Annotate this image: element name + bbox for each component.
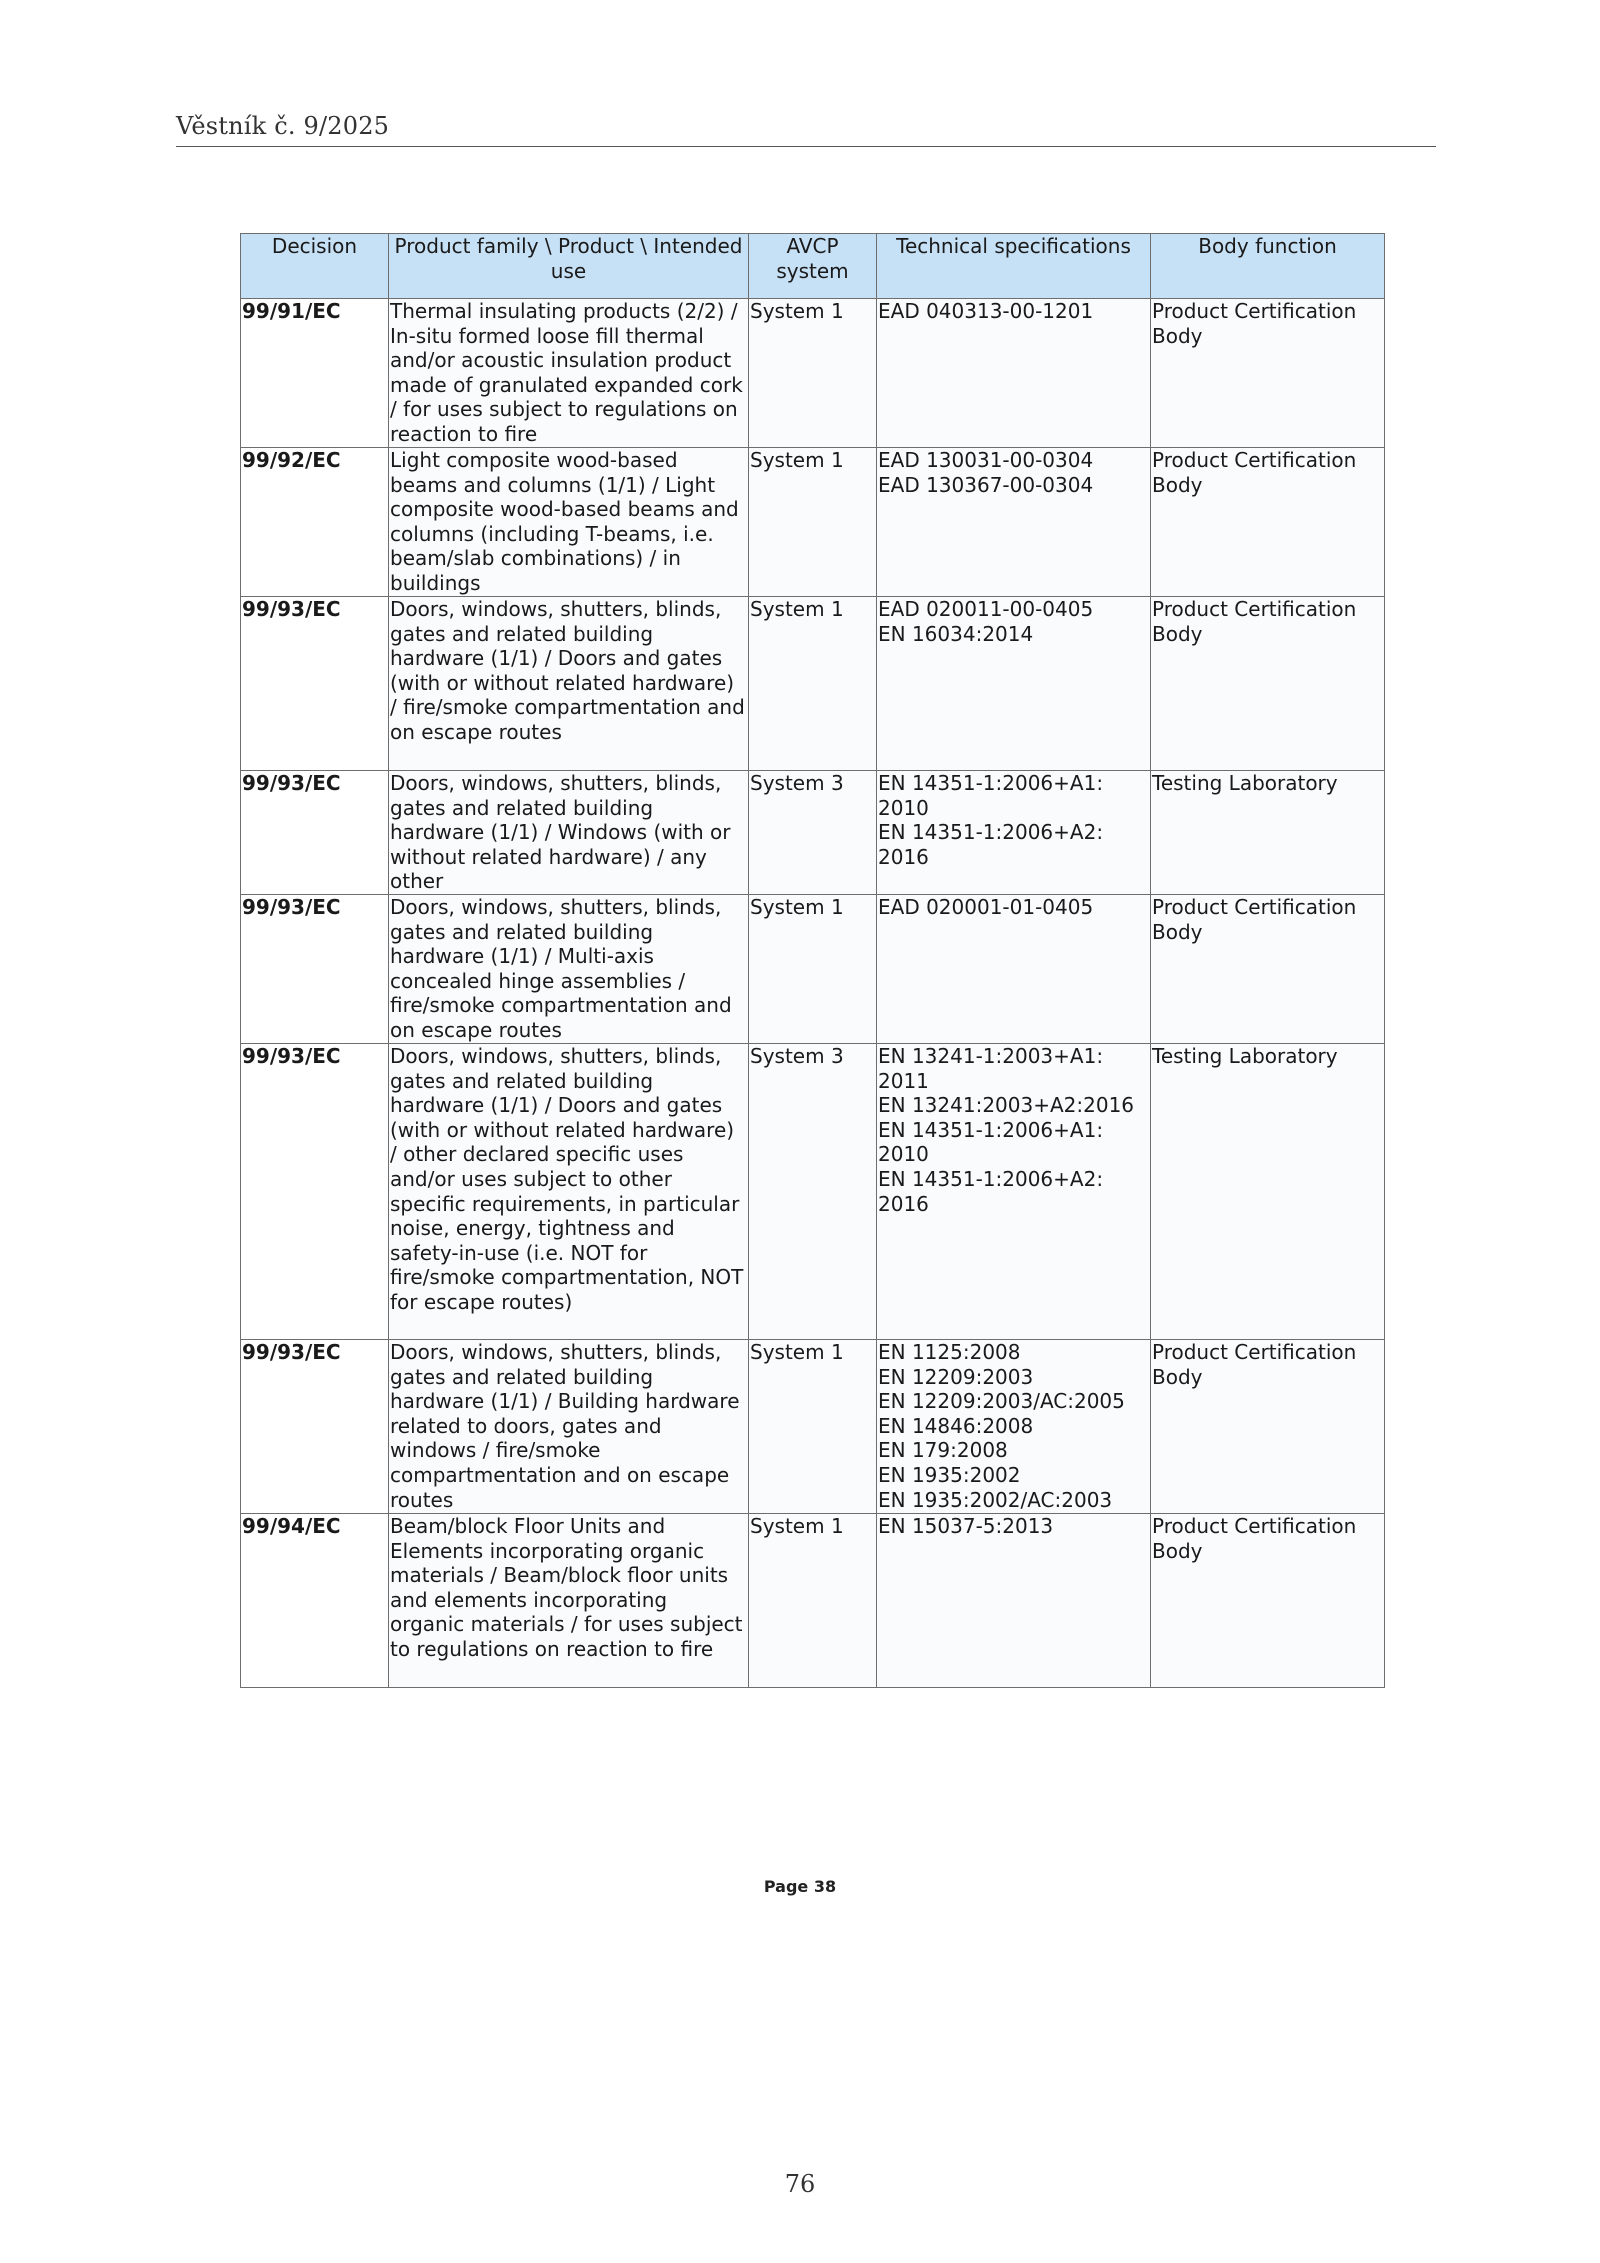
specifications-cell: EN 1125:2008 EN 12209:2003 EN 12209:2003/AC:2005 EN 14846:2008 EN 179:2008 EN 1935:2002 EN 1935:2002/AC:2003 <box>877 1340 1151 1514</box>
table-row <box>241 299 1385 448</box>
body-function-cell: Product Certification Body <box>1151 299 1385 448</box>
specification-table-container <box>240 233 1384 1688</box>
body-function-cell: Testing Laboratory <box>1151 771 1385 895</box>
running-header-title: Věstník č. 9/2025 <box>176 112 390 140</box>
decision-cell: 99/94/EC <box>241 1514 389 1688</box>
avcp-cell: System 1 <box>749 597 877 771</box>
product-cell: Light composite wood-based beams and columns (1/1) / Light composite wood-based beams and columns (including T-beams, i.e. beam/slab combinations) / in buildings <box>389 448 749 597</box>
avcp-cell: System 1 <box>749 448 877 597</box>
body-function-cell: Product Certification Body <box>1151 1340 1385 1514</box>
specifications-cell: EAD 020001-01-0405 <box>877 895 1151 1044</box>
body-function-cell: Product Certification Body <box>1151 895 1385 1044</box>
body-function-cell: Product Certification Body <box>1151 597 1385 771</box>
page-number: 76 <box>784 2170 816 2198</box>
table-row <box>241 771 1385 895</box>
body-function-cell: Testing Laboratory <box>1151 1044 1385 1340</box>
header-rule <box>176 146 1436 147</box>
product-cell: Doors, windows, shutters, blinds, gates and related building hardware (1/1) / Building hardware related to doors, gates and windows / fire/smoke compartmentation and on escape routes <box>389 1340 749 1514</box>
avcp-cell: System 1 <box>749 1514 877 1688</box>
table-row <box>241 597 1385 771</box>
product-cell: Doors, windows, shutters, blinds, gates and related building hardware (1/1) / Doors and gates (with or without related hardware) / fire/smoke compartmentation and on escape routes <box>389 597 749 771</box>
table-row <box>241 1044 1385 1340</box>
body-function-cell: Product Certification Body <box>1151 1514 1385 1688</box>
specification-table <box>240 233 1385 1688</box>
column-header-avcp: AVCP system <box>749 234 877 299</box>
decision-cell: 99/92/EC <box>241 448 389 597</box>
avcp-cell: System 1 <box>749 895 877 1044</box>
body-function-cell: Product Certification Body <box>1151 448 1385 597</box>
specifications-cell: EAD 040313-00-1201 <box>877 299 1151 448</box>
product-cell: Thermal insulating products (2/2) / In-situ formed loose fill thermal and/or acoustic insulation product made of granulated expanded cork / for uses subject to regulations on reaction to fire <box>389 299 749 448</box>
specifications-cell: EN 13241-1:2003+A1: 2011 EN 13241:2003+A2:2016 EN 14351-1:2006+A1: 2010 EN 14351-1:2006+A2: 2016 <box>877 1044 1151 1340</box>
column-header-specifications: Technical specifications <box>877 234 1151 299</box>
product-cell: Doors, windows, shutters, blinds, gates and related building hardware (1/1) / Windows (with or without related hardware) / any other <box>389 771 749 895</box>
table-row <box>241 448 1385 597</box>
decision-cell: 99/93/EC <box>241 771 389 895</box>
decision-cell: 99/93/EC <box>241 895 389 1044</box>
table-row <box>241 1340 1385 1514</box>
page-label: Page 38 <box>763 1877 837 1896</box>
decision-cell: 99/93/EC <box>241 1044 389 1340</box>
avcp-cell: System 1 <box>749 1340 877 1514</box>
column-header-decision: Decision <box>241 234 389 299</box>
specifications-cell: EAD 020011-00-0405 EN 16034:2014 <box>877 597 1151 771</box>
specifications-cell: EN 15037-5:2013 <box>877 1514 1151 1688</box>
column-header-product: Product family \ Product \ Intended use <box>389 234 749 299</box>
specifications-cell: EAD 130031-00-0304 EAD 130367-00-0304 <box>877 448 1151 597</box>
product-cell: Beam/block Floor Units and Elements incorporating organic materials / Beam/block floor units and elements incorporating organic materials / for uses subject to regulations on reaction to fire <box>389 1514 749 1688</box>
decision-cell: 99/91/EC <box>241 299 389 448</box>
table-header-row <box>241 234 1385 299</box>
decision-cell: 99/93/EC <box>241 1340 389 1514</box>
avcp-cell: System 1 <box>749 299 877 448</box>
avcp-cell: System 3 <box>749 771 877 895</box>
table-row <box>241 895 1385 1044</box>
table-row <box>241 1514 1385 1688</box>
product-cell: Doors, windows, shutters, blinds, gates and related building hardware (1/1) / Multi-axis concealed hinge assemblies / fire/smoke compartmentation and on escape routes <box>389 895 749 1044</box>
decision-cell: 99/93/EC <box>241 597 389 771</box>
product-cell: Doors, windows, shutters, blinds, gates and related building hardware (1/1) / Doors and gates (with or without related hardware) / other declared specific uses and/or uses subject to other specific requirements, in particular noise, energy, tightness and safety-in-use (i.e. NOT for fire/smoke compartmentation, NOT for escape routes) <box>389 1044 749 1340</box>
column-header-body-function: Body function <box>1151 234 1385 299</box>
specifications-cell: EN 14351-1:2006+A1: 2010 EN 14351-1:2006+A2: 2016 <box>877 771 1151 895</box>
avcp-cell: System 3 <box>749 1044 877 1340</box>
